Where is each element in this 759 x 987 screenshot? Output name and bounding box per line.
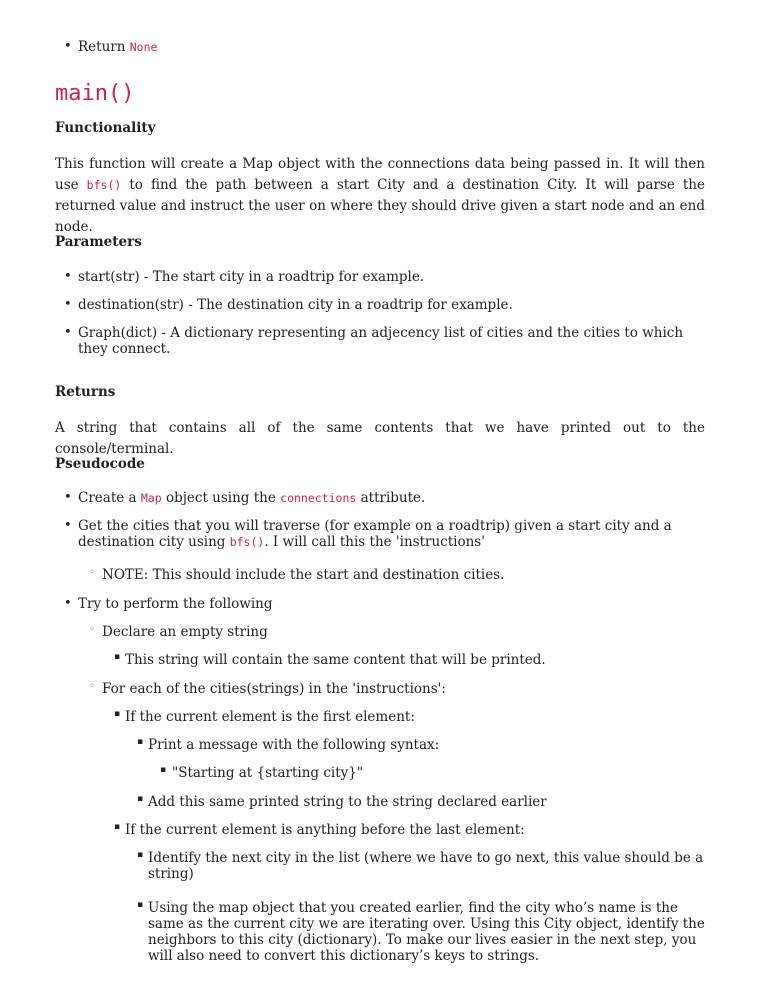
bfs-code: bfs() [86,178,122,192]
functionality-text-1: This function will create a Map object with the connections data being passed in. It will then use [55,156,705,193]
bullet-icon: • [64,269,72,284]
square-bullet-icon: ▪ [137,900,144,910]
pseudo-level4-item [55,737,705,753]
circle-bullet-icon: ◦ [89,624,95,635]
pseudo-item [55,490,705,506]
pseudo-subsubitem [55,709,705,725]
pseudo-item [55,518,705,550]
if-before-last-text: If the current element is anything before the last element: [125,822,525,838]
square-bullet-icon: ▪ [137,737,144,747]
square-bullet-icon: ▪ [137,794,144,804]
map-code: Map [140,491,162,505]
functionality-heading: Functionality [55,120,156,136]
param-item [55,325,705,357]
param-text: start(str) - The start city in a roadtrip for example. [78,269,425,285]
connections-code: connections [280,491,357,505]
pseudo-subsubitem [55,822,705,838]
try-text: Try to perform the following [78,596,273,612]
return-text: Return [78,39,130,55]
bullet-icon: • [64,596,72,611]
functionality-text-2: to find the path between a start City and a destination City. It will parse the returned value and instruct the user on where they should drive given a start node and an end node. [55,177,705,235]
section-title: main() [55,81,135,106]
add-same-text: Add this same printed string to the string declared earlier [148,794,547,810]
return-item [55,39,705,55]
bullet-icon: • [64,325,72,340]
pseudo-level4-item [55,900,705,964]
if-first-text: If the current element is the first element: [125,709,415,725]
pseudo-subitem [55,681,705,697]
square-bullet-icon: ▪ [160,765,167,775]
create-text: Create a [78,490,141,506]
bullet-icon: • [64,490,72,505]
returns-heading: Returns [55,384,116,400]
param-item [55,269,705,285]
pseudo-level5-item [55,765,705,781]
pseudo-level4-item [55,850,705,882]
returns-text: A string that contains all of the same contents that we have printed out to the console/terminal. [55,420,705,457]
pseudo-subitem [55,567,705,583]
for-each-text: For each of the cities(strings) in the 'instructions': [102,681,446,697]
bullet-icon: • [64,297,72,312]
note-text: NOTE: This should include the start and destination cities. [102,567,505,583]
functionality-paragraph [55,154,705,238]
param-text: destination(str) - The destination city in a roadtrip for example. [78,297,513,313]
print-msg-text: Print a message with the following syntax: [148,737,440,753]
string-contain-text: This string will contain the same content that will be printed. [125,652,546,668]
instructions-text: . I will call this the 'instructions' [264,534,485,550]
bullet-icon: • [64,39,72,54]
using-map-text: Using the map object that you created earlier, find the city who’s name is the same as the current city we are iterating over. Using this City object, identify the neighbors to this city (dictionary). To make our lives easier in the next step, you will also need to convert this dictionary’s keys to strings. [148,900,705,964]
parameters-heading: Parameters [55,234,142,250]
bullet-icon: • [64,518,72,533]
pseudo-subitem [55,624,705,640]
get-cities-text: Get the cities that you will traverse (for example on a roadtrip) given a start city and a destination city using [78,518,672,550]
declare-text: Declare an empty string [102,624,268,640]
param-item [55,297,705,313]
square-bullet-icon: ▪ [114,822,121,832]
return-code: None [129,40,158,54]
square-bullet-icon: ▪ [137,850,144,860]
pseudo-item [55,596,705,612]
identify-next-text: Identify the next city in the list (where we have to go next, this value should be a string) [148,850,704,882]
object-using-text: object using the [161,490,281,506]
param-text: Graph(dict) - A dictionary representing an adjecency list of cities and the cities to which they connect. [78,325,684,357]
square-bullet-icon: ▪ [114,709,121,719]
square-bullet-icon: ▪ [114,652,121,662]
circle-bullet-icon: ◦ [89,567,95,578]
bfs-code: bfs() [229,535,265,549]
starting-at-text: "Starting at {starting city}" [172,765,364,781]
pseudocode-heading: Pseudocode [55,456,145,472]
attribute-text: attribute. [356,490,426,506]
pseudo-subsubitem [55,652,705,668]
circle-bullet-icon: ◦ [89,681,95,692]
pseudo-level4-item [55,794,705,810]
